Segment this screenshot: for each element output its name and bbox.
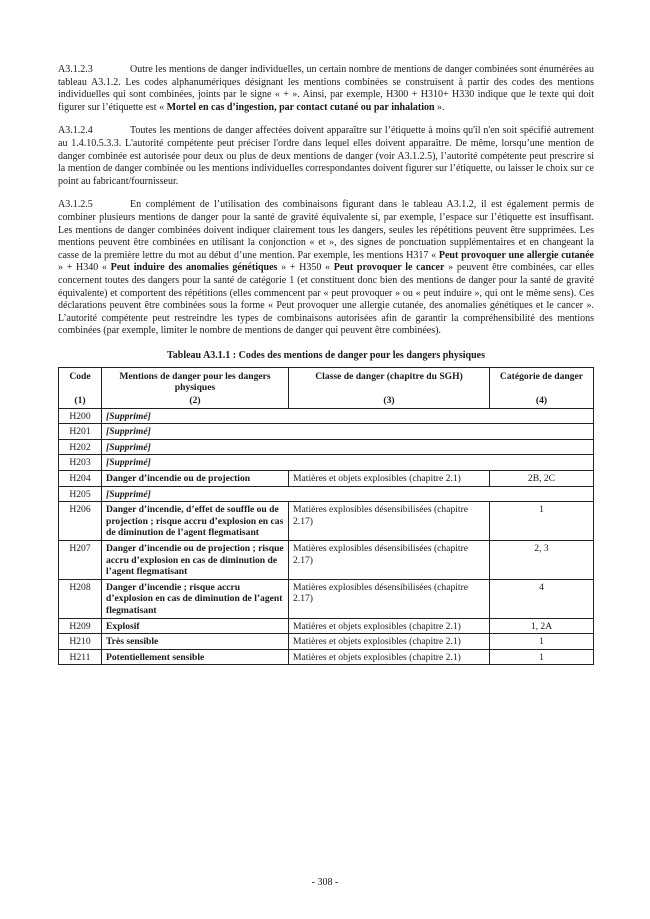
table-row (59, 502, 594, 541)
hazard-category-cell: 1, 2A (490, 618, 594, 634)
hazard-code-cell: H203 (59, 455, 102, 471)
hazard-code-cell: H201 (59, 424, 102, 440)
hazard-class-cell: Matières explosibles désensibilisées (chapitre 2.17) (289, 541, 490, 580)
paragraph-number: A3.1.2.5 (58, 199, 93, 211)
hazard-statement-cell: Potentiellement sensible (102, 649, 289, 665)
hazard-category-cell: 2, 3 (490, 541, 594, 580)
hazard-code-cell: H202 (59, 439, 102, 455)
hazard-statement-cell: Danger d’incendie ; risque accru d’explosion en cas de diminution de l’agent flegmatisant (102, 579, 289, 618)
header-number: (3) (289, 395, 490, 408)
paragraph-text: ». (434, 101, 445, 113)
header-hazard-class: Classe de danger (chapitre du SGH) (289, 367, 490, 395)
paragraph (58, 125, 594, 188)
paragraph-text: » + H340 « (58, 262, 111, 274)
hazard-code-cell: H210 (59, 634, 102, 650)
emphasized-text: Peut induire des anomalies génétiques (110, 262, 278, 274)
hazard-code-cell: H208 (59, 579, 102, 618)
header-number: (1) (59, 395, 102, 408)
hazard-category-cell: 1 (490, 649, 594, 665)
emphasized-text: Peut provoquer le cancer (333, 262, 445, 274)
hazard-code-cell: H209 (59, 618, 102, 634)
hazard-code-cell: H211 (59, 649, 102, 665)
hazard-code-cell: H207 (59, 541, 102, 580)
emphasized-text: Mortel en cas d’ingestion, par contact cutané ou par inhalation (166, 101, 435, 113)
header-category: Catégorie de danger (490, 367, 594, 395)
header-number: (4) (490, 395, 594, 408)
hazard-statement-cell: [Supprimé] (102, 486, 594, 502)
paragraph-text: En complément de l’utilisation des combinaisons figurant dans le tableau A3.1.2, il est également permis de combiner plusieurs mentions de danger pour la santé de gravité équivalente si, par exemple, l’espace sur l’étiquette est insuffisant. Les mentions de danger combinées doivent indiquer clairement tous les dangers, seules les répétitions peuvent être supprimées. Les mentions peuvent être combinées en utilisant la conjonction « et », des signes de ponctuation supplémentaires et en changeant la casse de la première lettre du mot au début d’une mention. Par exemple, les mentions H317 « (58, 199, 594, 261)
hazard-code-cell: H205 (59, 486, 102, 502)
document-page (58, 64, 594, 665)
hazard-class-cell: Matières explosibles désensibilisées (chapitre 2.17) (289, 579, 490, 618)
table-row (59, 634, 594, 650)
emphasized-text: Peut provoquer une allergie cutanée (438, 249, 594, 261)
table-row (59, 455, 594, 471)
paragraph-list (58, 64, 594, 338)
paragraph-text: » peuvent être combinées, car elles concernent toutes des dangers pour la santé de catégorie 1 (et constituent donc bien des mentions de danger pour la santé de gravité équivalente) et comportent des répétitions (elles commencent par « peut provoquer » ou « peut induire », qui ont le même sens). Ces déclarations peuvent être combinées sous la forme « Peut provoquer une allergie cutanée, des anomalies génétiques et le cancer ». L’autorité compétente peut restreindre les types de combinaisons autorisées afin de garantir la compréhensibilité des mentions combinées (par exemple, limiter le nombre de mentions de danger qui peuvent être combinées). (58, 262, 595, 337)
table-row (59, 424, 594, 440)
hazard-statement-cell: Danger d’incendie ou de projection (102, 471, 289, 487)
table-row (59, 408, 594, 424)
hazard-statement-cell: Explosif (102, 618, 289, 634)
hazard-codes-table (58, 367, 594, 665)
header-number: (2) (102, 395, 289, 408)
hazard-statement-cell: Très sensible (102, 634, 289, 650)
hazard-statement-cell: [Supprimé] (102, 455, 594, 471)
hazard-class-cell: Matières et objets explosibles (chapitre 2.1) (289, 649, 490, 665)
table-row (59, 579, 594, 618)
hazard-statement-cell: Danger d’incendie, d’effet de souffle ou de projection ; risque accru d’explosion en cas de diminution de l’agent flegmatisant (102, 502, 289, 541)
table-row (59, 439, 594, 455)
hazard-category-cell: 1 (490, 502, 594, 541)
hazard-statement-cell: [Supprimé] (102, 408, 594, 424)
table-title: Tableau A3.1.1 : Codes des mentions de danger pour les dangers physiques (167, 349, 485, 361)
hazard-class-cell: Matières et objets explosibles (chapitre 2.1) (289, 471, 490, 487)
hazard-statement-cell: Danger d’incendie ou de projection ; risque accru d’explosion en cas de diminution de l’agent flegmatisant (102, 541, 289, 580)
paragraph-text: Outre les mentions de danger individuelles, un certain nombre de mentions de danger combinées sont énumérées au tableau A3.1.2. Les codes alphanumériques désignant les mentions combinées se construisent à partir des codes des mentions individuelles qui sont combinées, joints par le signe « + ». Ainsi, par exemple, H300 + H310+ H330 indique que le texte qui doit figurer sur l’étiquette est « (58, 64, 594, 113)
hazard-class-cell: Matières et objets explosibles (chapitre 2.1) (289, 634, 490, 650)
hazard-statement-cell: [Supprimé] (102, 424, 594, 440)
table-row (59, 471, 594, 487)
header-statement: Mentions de danger pour les dangers physiques (102, 367, 289, 395)
hazard-category-cell: 2B, 2C (490, 471, 594, 487)
hazard-statement-cell: [Supprimé] (102, 439, 594, 455)
table-row (59, 541, 594, 580)
paragraph (58, 199, 594, 338)
table-row (59, 618, 594, 634)
paragraph-number: A3.1.2.4 (58, 125, 93, 137)
page-number: - 308 - (311, 877, 339, 888)
table-header-row (59, 367, 594, 395)
table-body (59, 408, 594, 665)
hazard-category-cell: 1 (490, 634, 594, 650)
paragraph (58, 64, 594, 114)
paragraph-number: A3.1.2.3 (58, 64, 93, 75)
hazard-code-cell: H206 (59, 502, 102, 541)
table-row (59, 649, 594, 665)
paragraph-text: Toutes les mentions de danger affectées doivent apparaître sur l’étiquette à moins qu'il n'en soit spécifié autrement au 1.4.10.5.3.3. L'autorité compétente peut préciser l'ordre dans lequel elles doivent apparaître. De même, lorsqu’une mention de danger combinée est autorisée pour deux ou plus de deux mentions de danger (voir A3.1.2.5), l’autorité compétente peut prescrire si la mention de danger combinée ou les mentions individuelles correspondantes doivent figurer sur l’étiquette, ou laisser le choix sur ce point au fabricant/fournisseur. (58, 125, 594, 187)
header-code: Code (59, 367, 102, 395)
hazard-category-cell: 4 (490, 579, 594, 618)
table-row (59, 486, 594, 502)
hazard-class-cell: Matières explosibles désensibilisées (chapitre 2.17) (289, 502, 490, 541)
hazard-class-cell: Matières et objets explosibles (chapitre 2.1) (289, 618, 490, 634)
hazard-code-cell: H204 (59, 471, 102, 487)
paragraph-text: » + H350 « (277, 262, 334, 274)
table-header-number-row (59, 395, 594, 408)
hazard-code-cell: H200 (59, 408, 102, 424)
